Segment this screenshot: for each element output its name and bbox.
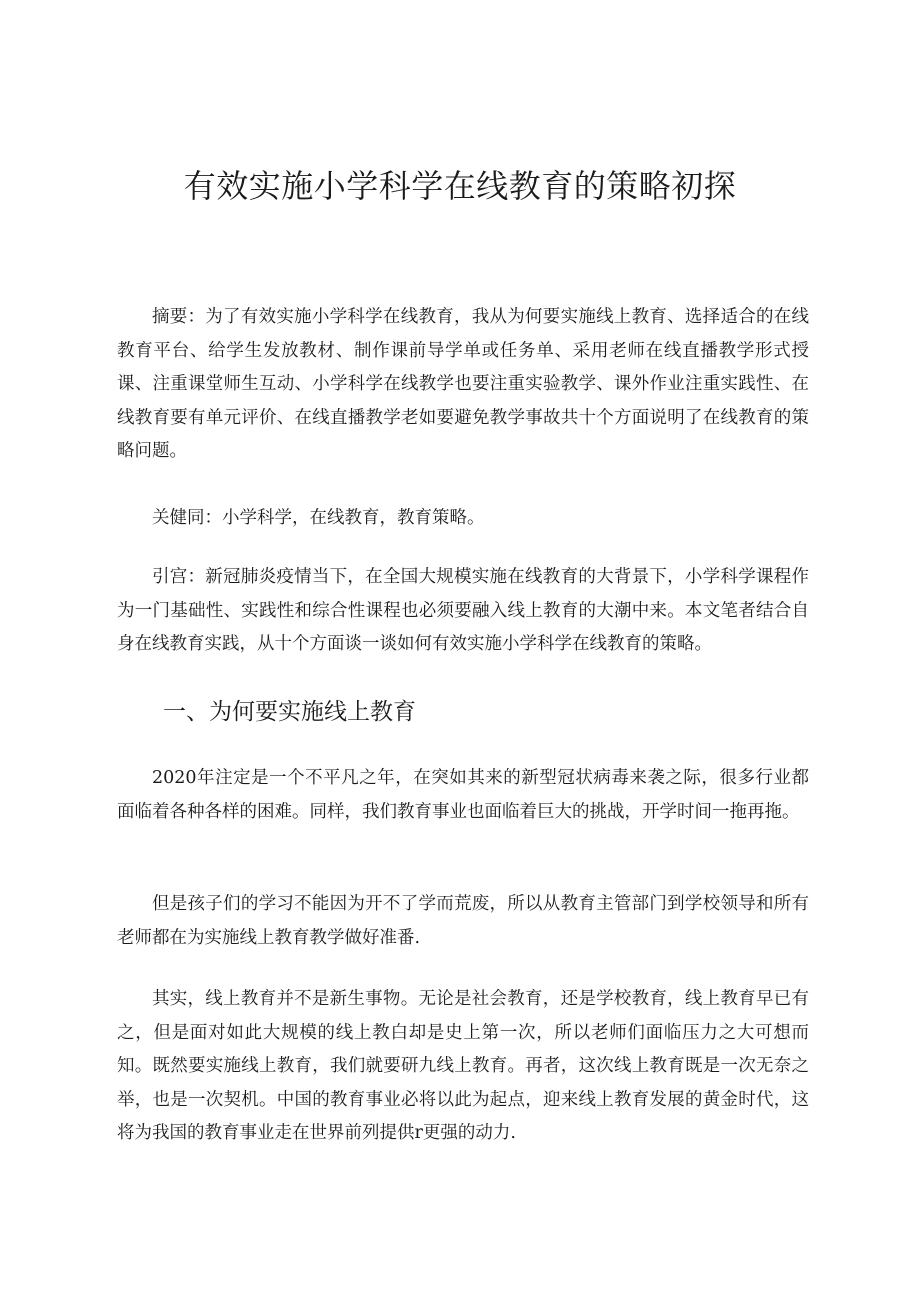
body-paragraph-2: 但是孩子们的学习不能因为开不了学而荒废，所以从教育主管部门到学校领导和所有老师都在为实施线上教育教学做好准番. <box>117 894 809 948</box>
body-paragraph-1: 2020年注定是一个不平凡之年，在突如其来的新型冠状病毒来袭之际，很多行业都面临着各种各样的困难。同样，我们教育事业也面临着巨大的挑战，开学时间一拖再拖。 <box>117 768 809 822</box>
introduction-paragraph: 引宫：新冠肺炎疫情当下，在全国大规模实施在线教育的大背景下，小学科学课程作为一门基础性、实践性和综合性课程也必须要融入线上教育的大潮中来。本文笔者结合自身在线教育实践，从十个方面谈一谈如何有效实施小学科学在线教育的策略。 <box>117 567 809 654</box>
document-title: 有效实施小学科学在线教育的策略初探 <box>183 167 737 205</box>
body-paragraph-3: 其实，线上教育并不是新生事物。无论是社会教育，还是学校教育，线上教育早已有之，但是面对如此大规模的线上教白却是史上第一次，所以老师们面临压力之大可想而知。既然要实施线上教育，我们就要研九线上教育。再者，这次线上教育既是一次无奈之举，也是一次契机。中国的教育事业必将以此为起点，迎来线上教育发展的黄金时代，这将为我国的教育事业走在世界前列提供r更强的动力. <box>117 989 809 1143</box>
abstract-paragraph: 摘要：为了有效实施小学科学在线教育，我从为何要实施线上教育、选择适合的在线教育平台、给学生发放教材、制作课前导学单或任务单、采用老师在线直播教学形式授课、注重课堂师生互动、小学科学在线教学也要注重实验教学、课外作业注重实践性、在线教育要有单元评价、在线直播教学老如要避免教学事故共十个方面说明了在线教育的策略问题。 <box>117 307 809 461</box>
keywords-paragraph: 关健同：小学科学，在线教育，教育策略。 <box>152 508 485 528</box>
section-heading-1: 一、为何要实施线上教育 <box>163 699 416 725</box>
